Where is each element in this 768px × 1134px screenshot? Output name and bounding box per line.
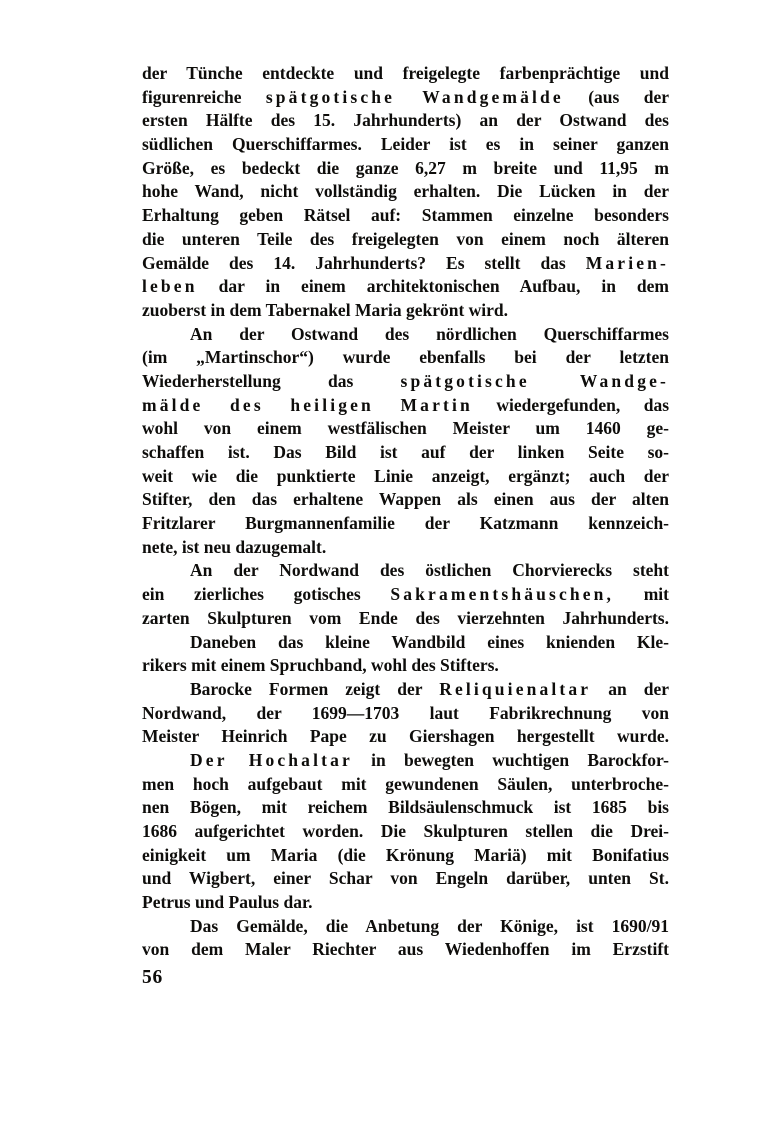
body-text: Petrus und Paulus dar. bbox=[142, 892, 313, 913]
body-text: einigkeit um Maria (die Krönung Mariä) mit Bonifatius bbox=[142, 844, 669, 865]
body-text: wohl von einem westfälischen Meister um 1460 ge- bbox=[142, 418, 669, 439]
body-text: an der bbox=[591, 678, 669, 699]
text-line bbox=[142, 133, 669, 157]
body-text: wiedergefunden, das bbox=[472, 394, 670, 415]
text-line bbox=[142, 796, 669, 820]
body-text: ein zierliches gotisches bbox=[142, 584, 391, 605]
body-text: Stifter, den das erhaltene Wappen als einen aus der alten bbox=[142, 489, 669, 510]
spaced-emphasis-text: mälde des heiligen Martin bbox=[142, 394, 473, 415]
text-line bbox=[142, 323, 669, 347]
body-text: schaffen ist. Das Bild ist auf der linken Seite so- bbox=[142, 442, 669, 462]
body-text: Wiederherstellung das bbox=[142, 370, 401, 391]
text-line bbox=[142, 559, 669, 583]
text-line bbox=[142, 394, 669, 418]
body-text: zuoberst in dem Tabernakel Maria gekrönt wird. bbox=[142, 299, 509, 320]
body-text: An der Ostwand des nördlichen Querschiffarmes bbox=[190, 323, 669, 344]
body-text: Erhaltung geben Rätsel auf: Stammen einzelne besonders bbox=[142, 205, 669, 226]
body-text: Daneben das kleine Wandbild eines knienden Kle- bbox=[190, 631, 669, 652]
text-line bbox=[142, 725, 669, 749]
text-line bbox=[142, 844, 669, 868]
body-text: Gemälde des 14. Jahrhunderts? Es stellt das bbox=[142, 252, 586, 273]
spaced-emphasis-text: Der Hochaltar bbox=[190, 749, 353, 770]
body-text: figurenreiche bbox=[142, 86, 266, 107]
text-line bbox=[142, 157, 669, 181]
text-line bbox=[142, 180, 669, 204]
body-text: nen Bögen, mit reichem Bildsäulenschmuck ist 1685 bis bbox=[142, 797, 669, 818]
text-line bbox=[142, 512, 669, 536]
body-text: rikers mit einem Spruchband, wohl des Stifters. bbox=[142, 655, 499, 676]
body-text: Barocke Formen zeigt der bbox=[190, 678, 440, 699]
text-line bbox=[142, 820, 669, 844]
body-text: und Wigbert, einer Schar von Engeln darüber, unten St. bbox=[142, 868, 669, 889]
text-line bbox=[142, 702, 669, 726]
body-text: Größe, es bedeckt die ganze 6,27 m breite und 11,95 m bbox=[142, 157, 669, 178]
text-line bbox=[142, 607, 669, 631]
text-line bbox=[142, 228, 669, 252]
spaced-emphasis-text: spätgotische Wandge- bbox=[400, 370, 669, 391]
body-text: in bewegten wuchtigen Barockfor- bbox=[352, 749, 669, 770]
spaced-emphasis-text: Reliquienaltar bbox=[439, 678, 592, 699]
text-line bbox=[142, 299, 669, 323]
body-text: Meister Heinrich Pape zu Giershagen hergestellt wurde. bbox=[142, 726, 669, 747]
body-text: die unteren Teile des freigelegten von einem noch älteren bbox=[142, 228, 669, 249]
spaced-emphasis-text: Sakramentshäuschen, bbox=[390, 584, 615, 605]
text-line bbox=[142, 441, 669, 465]
text-line bbox=[142, 867, 669, 891]
body-text: 1686 aufgerichtet worden. Die Skulpturen stellen die Drei- bbox=[142, 821, 669, 841]
spaced-emphasis-text: Marien- bbox=[585, 252, 669, 273]
spaced-emphasis-text: leben bbox=[142, 276, 198, 297]
text-line bbox=[142, 915, 669, 939]
spaced-emphasis-text: spätgotische Wandgemälde bbox=[265, 86, 564, 107]
body-text: Das Gemälde, die Anbetung der Könige, ist 1690/91 bbox=[190, 915, 669, 936]
text-line bbox=[142, 346, 669, 370]
text-line bbox=[142, 62, 669, 86]
text-line bbox=[142, 678, 669, 702]
body-text: weit wie die punktierte Linie anzeigt, ergänzt; auch der bbox=[142, 465, 669, 486]
text-line bbox=[142, 370, 669, 394]
body-text: südlichen Querschiffarmes. Leider ist es in seiner ganzen bbox=[142, 134, 669, 155]
text-line bbox=[142, 938, 669, 962]
body-text: nete, ist neu dazugemalt. bbox=[142, 536, 327, 557]
body-text: men hoch aufgebaut mit gewundenen Säulen, unterbroche- bbox=[142, 773, 669, 794]
text-line bbox=[142, 749, 669, 773]
body-text: Nordwand, der 1699—1703 laut Fabrikrechnung von bbox=[142, 702, 669, 723]
text-line bbox=[142, 536, 669, 560]
body-text: mit bbox=[614, 584, 669, 605]
body-text: Fritzlarer Burgmannenfamilie der Katzmann kennzeich- bbox=[142, 513, 669, 534]
body-text: (im „Martinschor“) wurde ebenfalls bei der letzten bbox=[142, 347, 669, 368]
body-text: (aus der bbox=[563, 86, 669, 107]
text-line bbox=[142, 109, 669, 133]
text-line bbox=[142, 465, 669, 489]
text-line bbox=[142, 631, 669, 655]
text-line bbox=[142, 275, 669, 299]
body-text: An der Nordwand des östlichen Chorvierecks steht bbox=[190, 560, 669, 581]
page-number: 56 bbox=[142, 967, 164, 988]
text-block bbox=[142, 62, 669, 962]
body-text: dar in einem architektonischen Aufbau, in dem bbox=[197, 276, 669, 297]
text-line bbox=[142, 417, 669, 441]
text-line bbox=[142, 654, 669, 678]
text-line bbox=[142, 488, 669, 512]
body-text: von dem Maler Riechter aus Wiedenhoffen im Erzstift bbox=[142, 939, 669, 960]
text-line bbox=[142, 583, 669, 607]
body-text: der Tünche entdeckte und freigelegte farbenprächtige und bbox=[142, 63, 669, 83]
text-line bbox=[142, 204, 669, 228]
text-line bbox=[142, 891, 669, 915]
text-line bbox=[142, 86, 669, 110]
body-text: zarten Skulpturen vom Ende des vierzehnten Jahrhunderts. bbox=[142, 607, 669, 628]
body-text: ersten Hälfte des 15. Jahrhunderts) an der Ostwand des bbox=[142, 110, 669, 131]
text-line bbox=[142, 773, 669, 797]
body-text: hohe Wand, nicht vollständig erhalten. Die Lücken in der bbox=[142, 181, 669, 202]
text-line bbox=[142, 252, 669, 276]
